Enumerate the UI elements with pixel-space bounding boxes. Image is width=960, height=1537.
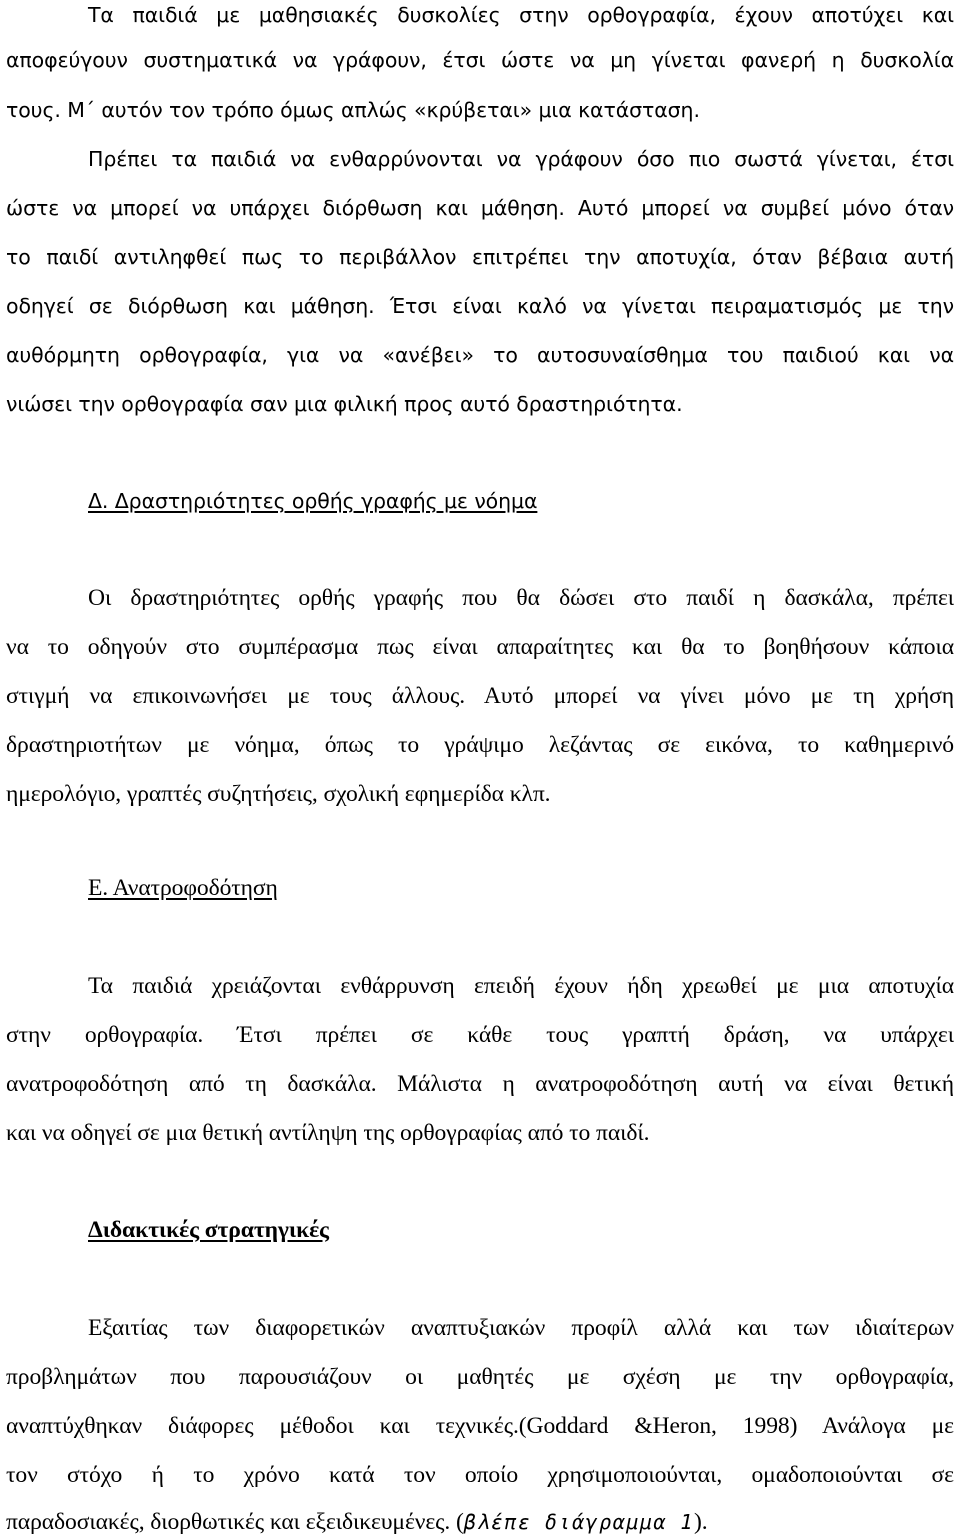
paragraph-line: Τα παιδιά χρειάζονται ενθάρρυνση επειδή έχουν ήδη χρεωθεί με μια αποτυχία <box>88 973 954 999</box>
paragraph-line: ημερολόγιο, γραπτές συζητήσεις, σχολική εφημερίδα κλπ. <box>6 781 551 807</box>
paragraph-line: τους. Μ΄ αυτόν τον τρόπο όμως απλώς «κρύβεται» μια κατάσταση. <box>6 98 700 122</box>
section-heading: Διδακτικές στρατηγικές <box>88 1217 329 1243</box>
paragraph-line: Πρέπει τα παιδιά να ενθαρρύνονται να γράφουν όσο πιο σωστά γίνεται, έτσι <box>88 147 954 171</box>
paragraph-line: ανατροφοδότηση από τη δασκάλα. Μάλιστα η ανατροφοδότηση αυτή να είναι θετική <box>6 1071 954 1097</box>
line-text: παραδοσιακές, διορθωτικές και εξειδικευμένες. ( <box>6 1509 464 1535</box>
paragraph-line: και να οδηγεί σε μια θετική αντίληψη της ορθογραφίας από το παιδί. <box>6 1120 650 1146</box>
section-heading: Ε. Ανατροφοδότηση <box>88 875 278 901</box>
paragraph-line: προβλημάτων που παρουσιάζουν οι μαθητές με σχέση με την ορθογραφία, <box>6 1364 954 1390</box>
paragraph-line: Εξαιτίας των διαφορετικών αναπτυξιακών προφίλ αλλά και των ιδιαίτερων <box>88 1315 954 1341</box>
paragraph-line: ώστε να μπορεί να υπάρχει διόρθωση και μάθηση. Αυτό μπορεί να συμβεί μόνο όταν <box>6 196 954 220</box>
paragraph-line: αυθόρμητη ορθογραφία, για να «ανέβει» το αυτοσυναίσθημα του παιδιού και να <box>6 343 954 367</box>
paragraph-line: στιγμή να επικοινωνήσει με τους άλλους. Αυτό μπορεί να γίνει μόνο με τη χρήση <box>6 683 954 709</box>
paragraph-line: να το οδηγούν στο συμπέρασμα πως είναι απαραίτητες και θα το βοηθήσουν κάποια <box>6 634 954 660</box>
diagram-reference: βλέπε διάγραμμα 1 <box>463 1510 694 1534</box>
paragraph-line: αναπτύχθηκαν διάφορες μέθοδοι και τεχνικές.(Goddard &Heron, 1998) Ανάλογα με <box>6 1413 954 1439</box>
section-heading: Δ. Δραστηριότητες ορθής γραφής με νόημα <box>88 489 538 513</box>
paragraph-line: νιώσει την ορθογραφία σαν μια φιλική προς αυτό δραστηριότητα. <box>6 392 683 416</box>
paragraph-line <box>6 1507 954 1537</box>
paragraph-line: το παιδί αντιληφθεί πως το περιβάλλον επιτρέπει την αποτυχία, όταν βέβαια αυτή <box>6 245 954 269</box>
paragraph-line: Τα παιδιά με μαθησιακές δυσκολίες στην ορθογραφία, έχουν αποτύχει και <box>88 3 954 27</box>
paragraph-line: αποφεύγουν συστηματικά να γράφουν, έτσι ώστε να μη γίνεται φανερή η δυσκολία <box>6 48 954 72</box>
line-text: ). <box>693 1509 708 1535</box>
paragraph-line: οδηγεί σε διόρθωση και μάθηση. Έτσι είναι καλό να γίνεται πειραματισμός με την <box>6 294 954 318</box>
paragraph-line: Οι δραστηριότητες ορθής γραφής που θα δώσει στο παιδί η δασκάλα, πρέπει <box>88 585 954 611</box>
paragraph-line: τον στόχο ή το χρόνο κατά τον οποίο χρησιμοποιούνται, ομαδοποιούνται σε <box>6 1462 954 1488</box>
paragraph-line: στην ορθογραφία. Έτσι πρέπει σε κάθε τους γραπτή δράση, να υπάρχει <box>6 1022 954 1048</box>
paragraph-line: δραστηριοτήτων με νόημα, όπως το γράψιμο λεζάντας σε εικόνα, το καθημερινό <box>6 732 954 758</box>
